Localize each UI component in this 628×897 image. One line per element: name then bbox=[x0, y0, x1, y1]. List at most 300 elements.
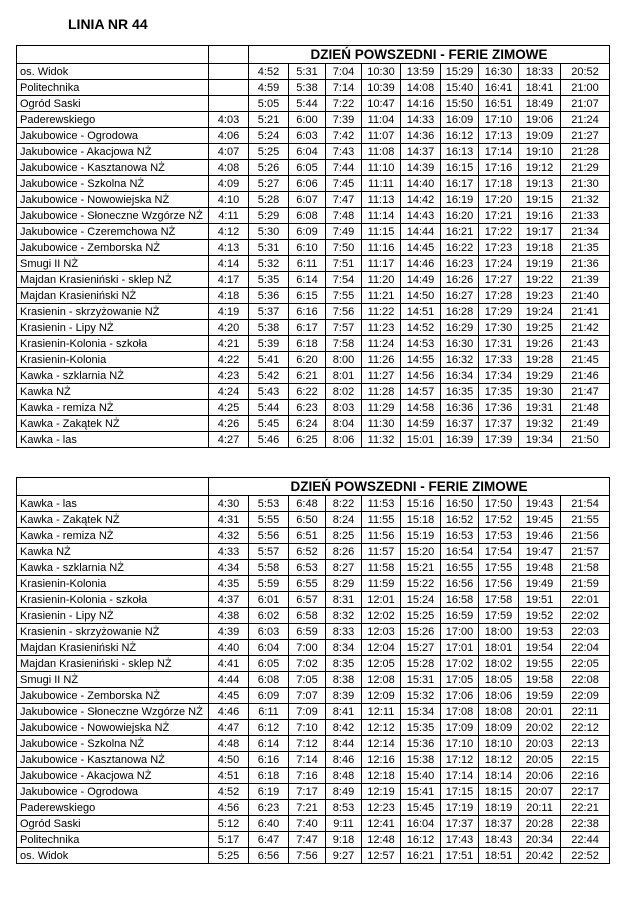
departure-time: 11:20 bbox=[362, 272, 401, 288]
page-title: LINIA NR 44 bbox=[68, 16, 148, 32]
departure-time: 19:46 bbox=[519, 528, 561, 544]
table-row bbox=[17, 336, 610, 352]
departure-time: 19:06 bbox=[519, 112, 561, 128]
departure-time: 18:43 bbox=[479, 832, 519, 848]
departure-time: 4:40 bbox=[209, 640, 249, 656]
departure-time: 8:26 bbox=[326, 544, 362, 560]
departure-time: 4:39 bbox=[209, 624, 249, 640]
departure-time: 12:05 bbox=[362, 656, 401, 672]
departure-time: 5:41 bbox=[249, 352, 289, 368]
departure-time: 22:13 bbox=[561, 736, 610, 752]
departure-time: 21:07 bbox=[561, 96, 610, 112]
departure-time: 9:27 bbox=[326, 848, 362, 864]
table-row bbox=[17, 768, 610, 784]
departure-time: 11:27 bbox=[362, 368, 401, 384]
departure-time: 21:41 bbox=[561, 304, 610, 320]
departure-time: 8:34 bbox=[326, 640, 362, 656]
departure-time: 7:04 bbox=[326, 64, 362, 80]
departure-time: 17:06 bbox=[441, 688, 479, 704]
departure-time: 4:30 bbox=[209, 496, 249, 512]
departure-time: 7:44 bbox=[326, 160, 362, 176]
departure-time: 17:43 bbox=[441, 832, 479, 848]
departure-time: 5:21 bbox=[249, 112, 289, 128]
departure-time: 4:18 bbox=[209, 288, 249, 304]
departure-time: 18:01 bbox=[479, 640, 519, 656]
departure-time: 11:32 bbox=[362, 432, 401, 448]
departure-time: 17:00 bbox=[441, 624, 479, 640]
departure-time: 19:18 bbox=[519, 240, 561, 256]
departure-time: 7:56 bbox=[289, 848, 326, 864]
departure-time: 6:14 bbox=[249, 736, 289, 752]
departure-time: 5:36 bbox=[249, 288, 289, 304]
departure-time: 6:06 bbox=[289, 176, 326, 192]
stop-name: Kawka NŻ bbox=[17, 384, 209, 400]
stop-name: Kawka - las bbox=[17, 432, 209, 448]
departure-time: 21:28 bbox=[561, 144, 610, 160]
departure-time: 4:32 bbox=[209, 528, 249, 544]
departure-time: 21:50 bbox=[561, 432, 610, 448]
departure-time: 8:41 bbox=[326, 704, 362, 720]
departure-time: 6:47 bbox=[249, 832, 289, 848]
departure-time: 16:22 bbox=[441, 240, 479, 256]
departure-time: 7:22 bbox=[326, 96, 362, 112]
stop-name: Jakubowice - Ogrodowa bbox=[17, 784, 209, 800]
departure-time: 21:47 bbox=[561, 384, 610, 400]
departure-time: 6:53 bbox=[289, 560, 326, 576]
departure-time: 21:32 bbox=[561, 192, 610, 208]
departure-time: 16:58 bbox=[441, 592, 479, 608]
table-row bbox=[17, 672, 610, 688]
departure-time: 5:29 bbox=[249, 208, 289, 224]
departure-time: 7:09 bbox=[289, 704, 326, 720]
departure-time: 17:39 bbox=[479, 432, 519, 448]
departure-time: 7:47 bbox=[289, 832, 326, 848]
departure-time: 17:16 bbox=[479, 160, 519, 176]
departure-time: 4:35 bbox=[209, 576, 249, 592]
departure-time: 8:04 bbox=[326, 416, 362, 432]
departure-time: 7:49 bbox=[326, 224, 362, 240]
table-row bbox=[17, 560, 610, 576]
departure-time: 17:19 bbox=[441, 800, 479, 816]
departure-time: 7:14 bbox=[289, 752, 326, 768]
departure-time: 15:27 bbox=[401, 640, 441, 656]
departure-time: 15:22 bbox=[401, 576, 441, 592]
departure-time: 17:23 bbox=[479, 240, 519, 256]
departure-time: 8:24 bbox=[326, 512, 362, 528]
stop-name: Jakubowice - Nowowiejska NŻ bbox=[17, 192, 209, 208]
departure-time: 14:46 bbox=[401, 256, 441, 272]
table-row bbox=[17, 832, 610, 848]
departure-time: 16:23 bbox=[441, 256, 479, 272]
departure-time: 15:24 bbox=[401, 592, 441, 608]
departure-time: 5:44 bbox=[289, 96, 326, 112]
departure-time: 18:19 bbox=[479, 800, 519, 816]
departure-time: 22:08 bbox=[561, 672, 610, 688]
stop-name: Krasienin - Lipy NŻ bbox=[17, 608, 209, 624]
departure-time: 12:08 bbox=[362, 672, 401, 688]
departure-time: 15:50 bbox=[441, 96, 479, 112]
table-row bbox=[17, 720, 610, 736]
departure-time: 22:17 bbox=[561, 784, 610, 800]
departure-time: 8:27 bbox=[326, 560, 362, 576]
departure-time: 4:52 bbox=[209, 784, 249, 800]
stop-name: Kawka - Zakątek NŻ bbox=[17, 512, 209, 528]
departure-time: 16:13 bbox=[441, 144, 479, 160]
departure-time: 11:30 bbox=[362, 416, 401, 432]
departure-time: 19:19 bbox=[519, 256, 561, 272]
table-row bbox=[17, 240, 610, 256]
departure-time: 16:51 bbox=[479, 96, 519, 112]
departure-time: 15:34 bbox=[401, 704, 441, 720]
departure-time: 20:05 bbox=[519, 752, 561, 768]
header-spacer bbox=[17, 478, 209, 496]
departure-time: 22:16 bbox=[561, 768, 610, 784]
departure-time: 15:38 bbox=[401, 752, 441, 768]
departure-time: 6:12 bbox=[249, 720, 289, 736]
departure-time: 11:58 bbox=[362, 560, 401, 576]
departure-time: 4:21 bbox=[209, 336, 249, 352]
stop-name: Majdan Krasieniński NŻ bbox=[17, 288, 209, 304]
stop-name: Kawka - szklarnia NŻ bbox=[17, 368, 209, 384]
table-row bbox=[17, 288, 610, 304]
departure-time: 11:28 bbox=[362, 384, 401, 400]
departure-time: 4:46 bbox=[209, 704, 249, 720]
table-row bbox=[17, 528, 610, 544]
departure-time: 4:38 bbox=[209, 608, 249, 624]
stop-name: Krasienin-Kolonia - szkoła bbox=[17, 336, 209, 352]
stop-name: Smugi II NŻ bbox=[17, 672, 209, 688]
departure-time: 8:03 bbox=[326, 400, 362, 416]
departure-time: 6:15 bbox=[289, 288, 326, 304]
stop-name: Politechnika bbox=[17, 80, 209, 96]
table-row bbox=[17, 432, 610, 448]
departure-time: 6:10 bbox=[289, 240, 326, 256]
departure-time: 17:14 bbox=[479, 144, 519, 160]
departure-time: 11:07 bbox=[362, 128, 401, 144]
departure-time: 6:02 bbox=[249, 608, 289, 624]
departure-time: 12:09 bbox=[362, 688, 401, 704]
departure-time: 6:00 bbox=[289, 112, 326, 128]
stop-name: Paderewskiego bbox=[17, 800, 209, 816]
departure-time: 17:31 bbox=[479, 336, 519, 352]
departure-time: 7:12 bbox=[289, 736, 326, 752]
departure-time: 16:15 bbox=[441, 160, 479, 176]
departure-time: 15:31 bbox=[401, 672, 441, 688]
departure-time: 15:40 bbox=[441, 80, 479, 96]
departure-time: 4:37 bbox=[209, 592, 249, 608]
departure-time: 7:10 bbox=[289, 720, 326, 736]
departure-time: 15:36 bbox=[401, 736, 441, 752]
departure-time: 14:56 bbox=[401, 368, 441, 384]
departure-time: 12:04 bbox=[362, 640, 401, 656]
departure-time: 19:23 bbox=[519, 288, 561, 304]
departure-time: 18:05 bbox=[479, 672, 519, 688]
departure-time: 14:52 bbox=[401, 320, 441, 336]
departure-time: 21:42 bbox=[561, 320, 610, 336]
departure-time: 4:06 bbox=[209, 128, 249, 144]
departure-time: 6:01 bbox=[249, 592, 289, 608]
departure-time: 16:27 bbox=[441, 288, 479, 304]
departure-time: 5:46 bbox=[249, 432, 289, 448]
departure-time: 16:29 bbox=[441, 320, 479, 336]
departure-time: 5:58 bbox=[249, 560, 289, 576]
departure-time: 18:41 bbox=[519, 80, 561, 96]
stop-name: Krasienin-Kolonia - szkoła bbox=[17, 592, 209, 608]
departure-time bbox=[209, 64, 249, 80]
departure-time: 21:43 bbox=[561, 336, 610, 352]
departure-time: 17:10 bbox=[479, 112, 519, 128]
departure-time: 22:05 bbox=[561, 656, 610, 672]
departure-time: 7:48 bbox=[326, 208, 362, 224]
departure-time: 16:19 bbox=[441, 192, 479, 208]
stop-name: Kawka - las bbox=[17, 496, 209, 512]
departure-time: 8:53 bbox=[326, 800, 362, 816]
departure-time: 6:14 bbox=[289, 272, 326, 288]
table-row bbox=[17, 704, 610, 720]
departure-time: 22:38 bbox=[561, 816, 610, 832]
departure-time: 7:21 bbox=[289, 800, 326, 816]
departure-time: 7:55 bbox=[326, 288, 362, 304]
departure-time: 17:20 bbox=[479, 192, 519, 208]
departure-time: 22:44 bbox=[561, 832, 610, 848]
departure-time: 18:06 bbox=[479, 688, 519, 704]
departure-time: 14:57 bbox=[401, 384, 441, 400]
departure-time: 6:23 bbox=[249, 800, 289, 816]
departure-time: 4:13 bbox=[209, 240, 249, 256]
departure-time: 6:09 bbox=[249, 688, 289, 704]
departure-time: 5:57 bbox=[249, 544, 289, 560]
table-row bbox=[17, 848, 610, 864]
departure-time: 7:58 bbox=[326, 336, 362, 352]
departure-time: 4:07 bbox=[209, 144, 249, 160]
departure-time: 11:24 bbox=[362, 336, 401, 352]
departure-time: 13:59 bbox=[401, 64, 441, 80]
table-header: DZIEŃ POWSZEDNI - FERIE ZIMOWE bbox=[249, 46, 610, 64]
departure-time: 17:09 bbox=[441, 720, 479, 736]
departure-time: 16:21 bbox=[441, 224, 479, 240]
departure-time: 7:39 bbox=[326, 112, 362, 128]
departure-time: 8:01 bbox=[326, 368, 362, 384]
departure-time: 4:27 bbox=[209, 432, 249, 448]
departure-time: 17:10 bbox=[441, 736, 479, 752]
departure-time: 16:37 bbox=[441, 416, 479, 432]
departure-time: 19:16 bbox=[519, 208, 561, 224]
table-header: DZIEŃ POWSZEDNI - FERIE ZIMOWE bbox=[209, 478, 610, 496]
departure-time: 17:36 bbox=[479, 400, 519, 416]
stop-name: Krasienin-Kolonia bbox=[17, 576, 209, 592]
departure-time: 5:39 bbox=[249, 336, 289, 352]
departure-time: 12:11 bbox=[362, 704, 401, 720]
departure-time: 9:18 bbox=[326, 832, 362, 848]
stop-name: Kawka - Zakątek NŻ bbox=[17, 416, 209, 432]
departure-time: 19:45 bbox=[519, 512, 561, 528]
departure-time: 21:46 bbox=[561, 368, 610, 384]
departure-time: 21:49 bbox=[561, 416, 610, 432]
departure-time: 19:52 bbox=[519, 608, 561, 624]
departure-time: 21:33 bbox=[561, 208, 610, 224]
departure-time: 4:41 bbox=[209, 656, 249, 672]
departure-time: 16:21 bbox=[401, 848, 441, 864]
table-row bbox=[17, 592, 610, 608]
departure-time: 5:37 bbox=[249, 304, 289, 320]
table-row bbox=[17, 656, 610, 672]
departure-time: 14:43 bbox=[401, 208, 441, 224]
departure-time: 11:55 bbox=[362, 512, 401, 528]
departure-time: 15:01 bbox=[401, 432, 441, 448]
departure-time: 8:02 bbox=[326, 384, 362, 400]
departure-time: 11:14 bbox=[362, 208, 401, 224]
table-row bbox=[17, 384, 610, 400]
departure-time: 16:56 bbox=[441, 576, 479, 592]
departure-time: 21:29 bbox=[561, 160, 610, 176]
departure-time: 17:58 bbox=[479, 592, 519, 608]
departure-time: 14:42 bbox=[401, 192, 441, 208]
departure-time: 12:19 bbox=[362, 784, 401, 800]
departure-time: 4:23 bbox=[209, 368, 249, 384]
stop-name: os. Widok bbox=[17, 64, 209, 80]
stop-name: Jakubowice - Szkolna NŻ bbox=[17, 736, 209, 752]
departure-time: 18:00 bbox=[479, 624, 519, 640]
table-row bbox=[17, 304, 610, 320]
departure-time: 6:57 bbox=[289, 592, 326, 608]
departure-time: 5:25 bbox=[249, 144, 289, 160]
departure-time: 14:08 bbox=[401, 80, 441, 96]
stop-name: Jakubowice - Słoneczne Wzgórze NŻ bbox=[17, 704, 209, 720]
table-row bbox=[17, 96, 610, 112]
departure-time: 5:35 bbox=[249, 272, 289, 288]
departure-time: 6:23 bbox=[289, 400, 326, 416]
table-row bbox=[17, 144, 610, 160]
table-row bbox=[17, 128, 610, 144]
departure-time: 6:08 bbox=[289, 208, 326, 224]
departure-time: 7:42 bbox=[326, 128, 362, 144]
departure-time: 7:43 bbox=[326, 144, 362, 160]
departure-time: 4:33 bbox=[209, 544, 249, 560]
stop-name: Jakubowice - Kasztanowa NŻ bbox=[17, 752, 209, 768]
table-row bbox=[17, 80, 610, 96]
departure-time: 17:51 bbox=[441, 848, 479, 864]
departure-time: 19:10 bbox=[519, 144, 561, 160]
departure-time: 8:06 bbox=[326, 432, 362, 448]
departure-time: 18:10 bbox=[479, 736, 519, 752]
departure-time: 19:48 bbox=[519, 560, 561, 576]
departure-time: 17:59 bbox=[479, 608, 519, 624]
departure-time: 14:39 bbox=[401, 160, 441, 176]
departure-time: 17:02 bbox=[441, 656, 479, 672]
departure-time: 6:04 bbox=[249, 640, 289, 656]
departure-time: 15:21 bbox=[401, 560, 441, 576]
departure-time: 22:03 bbox=[561, 624, 610, 640]
departure-time: 6:59 bbox=[289, 624, 326, 640]
departure-time: 21:36 bbox=[561, 256, 610, 272]
stop-name: Krasienin-Kolonia bbox=[17, 352, 209, 368]
departure-time: 20:34 bbox=[519, 832, 561, 848]
departure-time: 21:40 bbox=[561, 288, 610, 304]
departure-time: 4:45 bbox=[209, 688, 249, 704]
departure-time: 20:07 bbox=[519, 784, 561, 800]
departure-time: 15:20 bbox=[401, 544, 441, 560]
departure-time: 17:05 bbox=[441, 672, 479, 688]
departure-time: 6:04 bbox=[289, 144, 326, 160]
departure-time: 12:23 bbox=[362, 800, 401, 816]
departure-time: 14:40 bbox=[401, 176, 441, 192]
departure-time: 7:57 bbox=[326, 320, 362, 336]
departure-time: 16:41 bbox=[479, 80, 519, 96]
departure-time: 6:21 bbox=[289, 368, 326, 384]
departure-time: 8:38 bbox=[326, 672, 362, 688]
departure-time: 4:20 bbox=[209, 320, 249, 336]
departure-time: 16:50 bbox=[441, 496, 479, 512]
departure-time: 6:50 bbox=[289, 512, 326, 528]
departure-time: 14:53 bbox=[401, 336, 441, 352]
departure-time: 10:30 bbox=[362, 64, 401, 80]
departure-time: 7:50 bbox=[326, 240, 362, 256]
departure-time: 4:34 bbox=[209, 560, 249, 576]
table-row bbox=[17, 496, 610, 512]
departure-time: 8:33 bbox=[326, 624, 362, 640]
departure-time: 16:09 bbox=[441, 112, 479, 128]
departure-time: 14:50 bbox=[401, 288, 441, 304]
departure-time: 4:56 bbox=[209, 800, 249, 816]
departure-time: 15:26 bbox=[401, 624, 441, 640]
departure-time: 19:17 bbox=[519, 224, 561, 240]
departure-time: 14:37 bbox=[401, 144, 441, 160]
departure-time: 5:38 bbox=[249, 320, 289, 336]
departure-time: 4:22 bbox=[209, 352, 249, 368]
departure-time: 4:10 bbox=[209, 192, 249, 208]
departure-time: 17:50 bbox=[479, 496, 519, 512]
stop-name: Jakubowice - Akacjowa NŻ bbox=[17, 768, 209, 784]
departure-time: 22:21 bbox=[561, 800, 610, 816]
departure-time: 7:00 bbox=[289, 640, 326, 656]
departure-time: 18:09 bbox=[479, 720, 519, 736]
departure-time: 14:49 bbox=[401, 272, 441, 288]
departure-time: 5:42 bbox=[249, 368, 289, 384]
departure-time: 17:08 bbox=[441, 704, 479, 720]
departure-time: 5:32 bbox=[249, 256, 289, 272]
departure-time: 19:53 bbox=[519, 624, 561, 640]
departure-time: 19:58 bbox=[519, 672, 561, 688]
departure-time: 18:33 bbox=[519, 64, 561, 80]
timetable-return bbox=[16, 477, 610, 864]
header-spacer bbox=[209, 46, 249, 64]
departure-time: 5:12 bbox=[209, 816, 249, 832]
table-row bbox=[17, 688, 610, 704]
departure-time: 6:16 bbox=[289, 304, 326, 320]
departure-time: 16:54 bbox=[441, 544, 479, 560]
departure-time: 6:07 bbox=[289, 192, 326, 208]
departure-time: 8:25 bbox=[326, 528, 362, 544]
departure-time: 6:20 bbox=[289, 352, 326, 368]
departure-time: 18:12 bbox=[479, 752, 519, 768]
departure-time: 11:56 bbox=[362, 528, 401, 544]
departure-time: 7:45 bbox=[326, 176, 362, 192]
stop-name: Paderewskiego bbox=[17, 112, 209, 128]
departure-time: 16:20 bbox=[441, 208, 479, 224]
departure-time: 5:27 bbox=[249, 176, 289, 192]
departure-time: 4:50 bbox=[209, 752, 249, 768]
table-row bbox=[17, 816, 610, 832]
departure-time: 17:54 bbox=[479, 544, 519, 560]
departure-time: 18:02 bbox=[479, 656, 519, 672]
departure-time: 6:19 bbox=[249, 784, 289, 800]
departure-time: 4:14 bbox=[209, 256, 249, 272]
departure-time: 20:11 bbox=[519, 800, 561, 816]
departure-time: 17:21 bbox=[479, 208, 519, 224]
departure-time: 9:11 bbox=[326, 816, 362, 832]
departure-time: 17:56 bbox=[479, 576, 519, 592]
departure-time: 5:44 bbox=[249, 400, 289, 416]
